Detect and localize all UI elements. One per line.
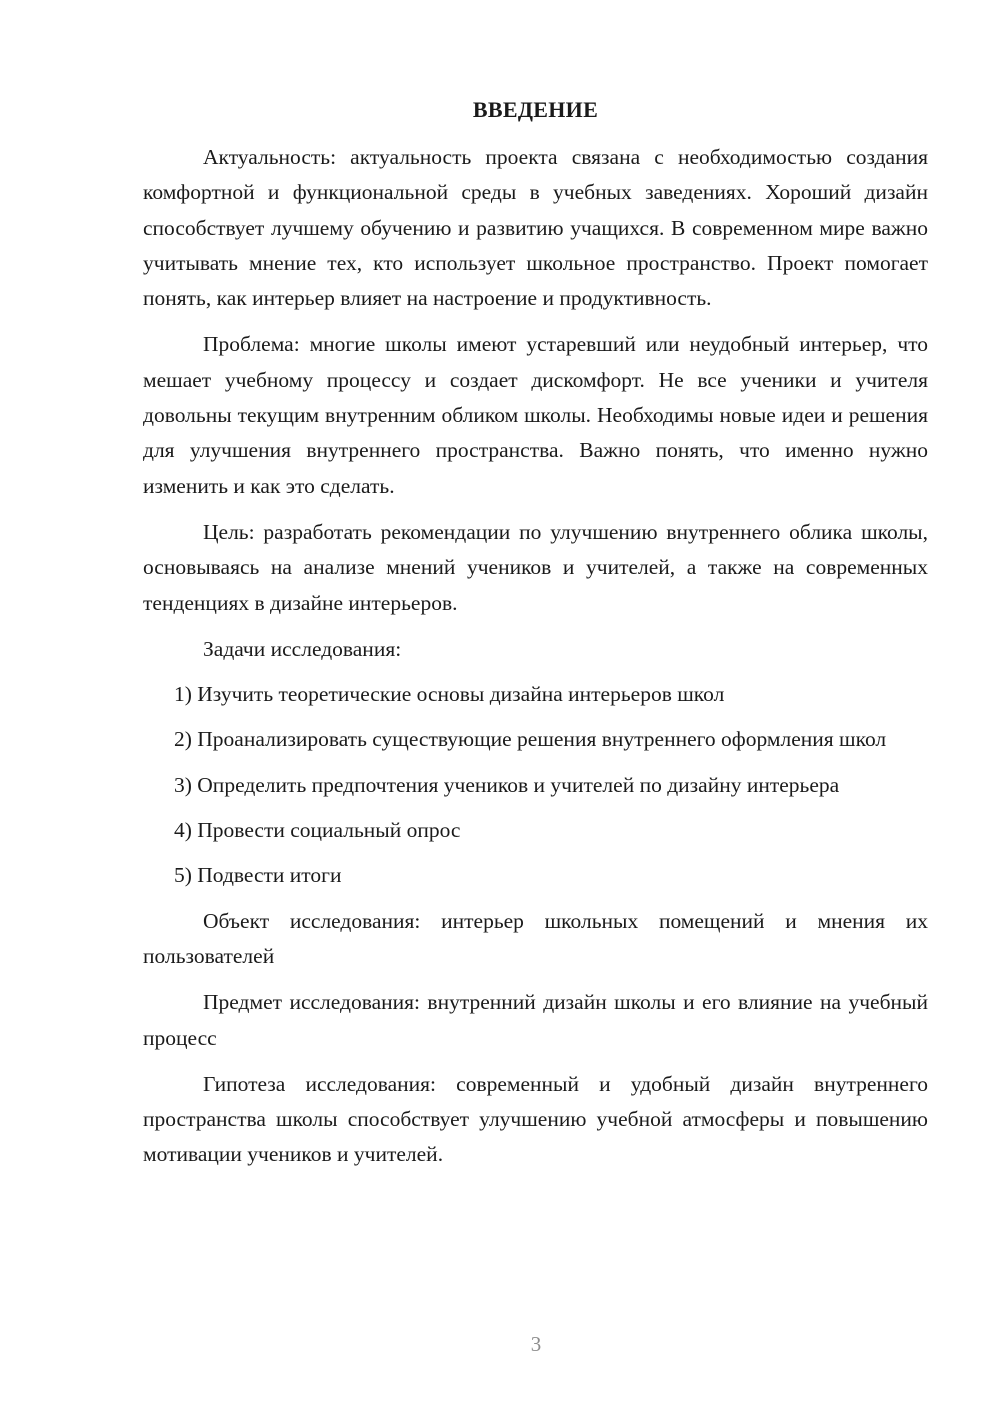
task-item: 5) Подвести итоги — [174, 863, 342, 888]
subject-paragraph: Предмет исследования: внутренний дизайн школы и его влияние на учебный процесс — [143, 990, 928, 1050]
goal-paragraph: Цель: разработать рекомендации по улучшению внутреннего облика школы, основываясь на анализе мнений учеников и учителей, а также на современных тенденциях в дизайне интерьеров. — [143, 519, 928, 615]
task-item: 1) Изучить теоретические основы дизайна интерьеров школ — [174, 682, 725, 707]
task-item: 3) Определить предпочтения учеников и учителей по дизайну интерьера — [174, 772, 840, 797]
task-item: 2) Проанализировать существующие решения внутреннего оформления школ — [174, 727, 887, 752]
problem-paragraph: Проблема: многие школы имеют устаревший или неудобный интерьер, что мешает учебному процессу и создает дискомфорт. Не все ученики и учителя довольны текущим внутренним обликом школы. Необходимы новые идеи и решения для улучшения внутреннего пространства. Важно понять, что именно нужно изменить и как это сделать. — [143, 332, 928, 498]
tasks-heading: Задачи исследования: — [203, 636, 402, 661]
object-paragraph: Объект исследования: интерьер школьных помещений и мнения их пользователей — [143, 908, 928, 968]
hypothesis-paragraph: Гипотеза исследования: современный и удобный дизайн внутреннего пространства школы способствует улучшению учебной атмосферы и повышению мотивации учеников и учителей. — [143, 1071, 928, 1167]
task-item: 4) Провести социальный опрос — [174, 818, 461, 843]
page-number: 3 — [530, 1332, 542, 1356]
relevance-paragraph: Актуальность: актуальность проекта связана с необходимостью создания комфортной и функциональной среды в учебных заведениях. Хороший дизайн способствует лучшему обучению и развитию учащихся. В современном мире важно учитывать мнение тех, кто использует школьное пространство. Проект помогает понять, как интерьер влияет на настроение и продуктивность. — [143, 145, 928, 311]
section-title: ВВЕДЕНИЕ — [472, 97, 599, 122]
document-page — [143, 92, 928, 1184]
